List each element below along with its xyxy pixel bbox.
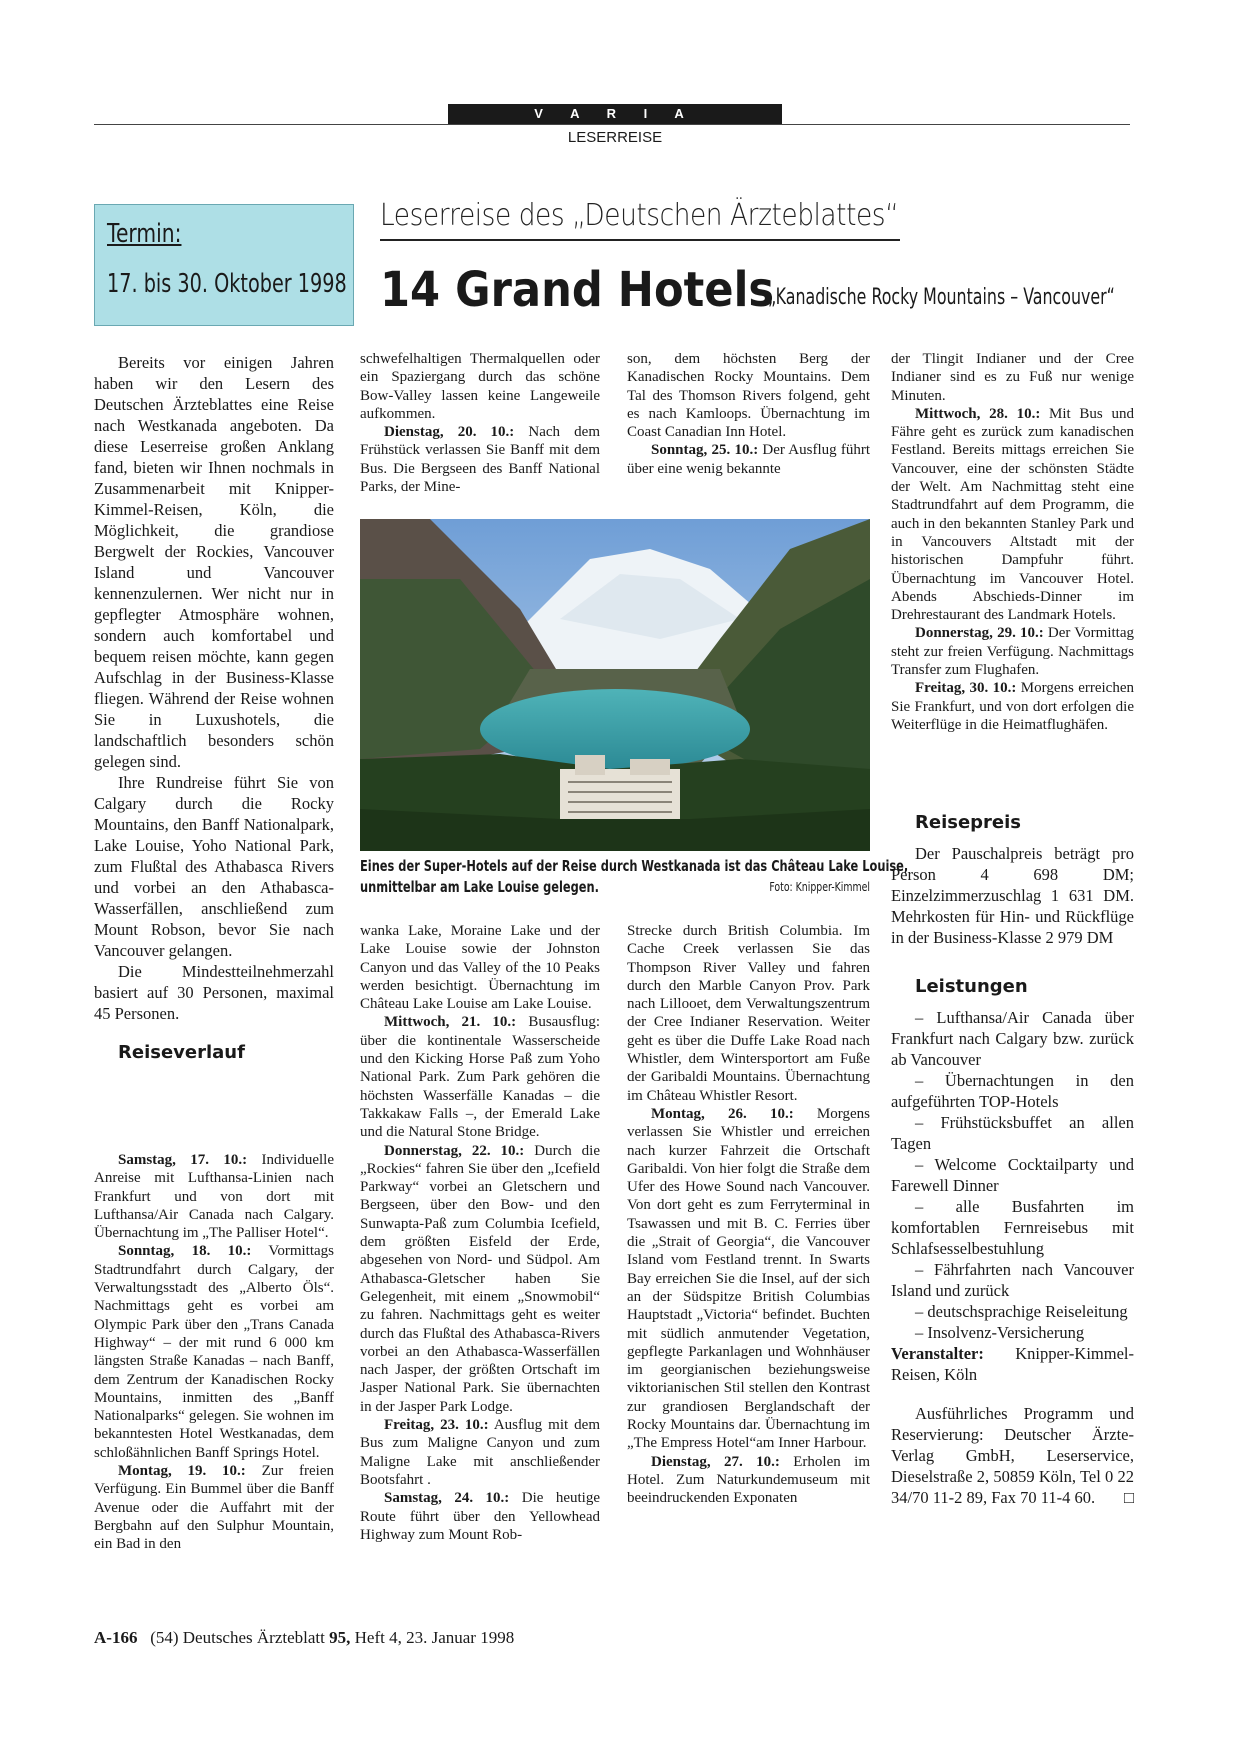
column-3-top: [627, 350, 870, 478]
hotel-lake-photo: [360, 519, 870, 851]
day-entry: [360, 1013, 600, 1141]
footer-source: (54) Deutsches Ärzteblatt: [150, 1628, 330, 1647]
day-entry: [627, 1453, 870, 1508]
service-item: – Welcome Cocktailparty und Farewell Dinner: [891, 1155, 1134, 1195]
day-entry: [94, 1462, 334, 1553]
footer-volume: 95,: [329, 1628, 351, 1647]
intro-paragraph-2: Ihre Rundreise führt Sie von Calgary durch die Rocky Mountains, den Banff Nationalpark, Lake Louise, Yoho National Park, zum Flußtal des Athabasca Rivers und vorbei an den Athabasca-Wasserfällen, anschließend zum Mount Robson, bevor Sie nach Vancouver gelangen.: [94, 773, 334, 960]
photo-credit: Foto: Knipper-Kimmel: [769, 880, 870, 894]
section-label: LESERREISE: [567, 129, 663, 146]
day-text: Morgens erreichen Sie Frankfurt, und von dort erfolgen die Weiterflüge in die Heimatflughäfen.: [891, 680, 1134, 733]
day-entry: [94, 1242, 334, 1462]
day-entry: [627, 1105, 870, 1453]
caption-line-1: Eines der Super-Hotels auf der Reise durch Westkanada ist das Château Lake Louise,: [360, 857, 909, 875]
termin-label: Termin:: [107, 219, 182, 249]
day-label: Mittwoch, 28. 10.:: [915, 405, 1041, 422]
article-subline: „Kanadische Rocky Mountains – Vancouver“: [768, 285, 1115, 310]
organizer-line: [891, 1343, 1134, 1385]
intro-paragraph-1: Bereits vor einigen Jahren haben wir den Lesern des Deutschen Ärzteblattes eine Reise nach Westkanada angeboten. Da diese Leserreise großen Anklang fand, bieten wir Ihnen nochmals in Zusammenarbeit mit Knipper-Kimmel-Reisen, Köln, die Möglichkeit, die grandiose Bergwelt der Rockies, Vancouver Island und Vancouver kennenzulernen. Wer nicht nur in gepflegter Atmosphäre wohnen, sondern auch komfortabel und bequem reisen möchte, kann gegen Aufschlag in der Business-Klasse fliegen. Während der Reise wohnen Sie in Luxushotels, die landschaftlich besonders schön gelegen sind.: [94, 353, 334, 771]
day-text: Nach dem Frühstück verlassen Sie Banff mit dem Bus. Die Bergseen des Banff National Parks, der Mine-: [360, 424, 600, 496]
contact-text: Ausführliches Programm und Reservierung: Deutscher Ärzte-Verlag GmbH, Leserservice, Dieselstraße 2, 50859 Köln, Tel 0 22 34/70 11-2 89, Fax 70 11-4 60.: [891, 1404, 1134, 1507]
heading-leistungen: Leistungen: [915, 976, 1028, 997]
service-item: – Fährfahrten nach Vancouver Island und zurück: [891, 1260, 1134, 1300]
page-number: A-166: [94, 1628, 138, 1647]
day-label: Dienstag, 20. 10.:: [384, 424, 515, 441]
article-headline: 14 Grand Hotels: [380, 262, 775, 318]
services-list: [891, 1007, 1134, 1343]
heading-reisepreis: Reisepreis: [915, 812, 1022, 833]
article-kicker: Leserreise des „Deutschen Ärzteblattes“: [380, 198, 899, 233]
day-text: Der Ausflug führt über eine wenig bekannte: [627, 442, 870, 477]
day-entry: [360, 1416, 600, 1489]
day-label: Donnerstag, 22. 10.:: [384, 1142, 525, 1159]
organizer-name: Knipper-Kimmel-Reisen, Köln: [891, 1344, 1134, 1384]
column-1-itinerary: [94, 1151, 334, 1554]
column-1: [94, 352, 334, 1073]
day-label: Montag, 19. 10.:: [118, 1463, 246, 1480]
column-2-top: [360, 350, 600, 496]
day-label: Samstag, 17. 10.:: [118, 1152, 248, 1168]
heading-reiseverlauf: Reiseverlauf: [118, 1042, 245, 1063]
end-mark: □: [1124, 1488, 1134, 1507]
header-rule: [94, 124, 1130, 125]
paragraph: wanka Lake, Moraine Lake und der Lake Louise sowie der Johnston Canyon und das Valley of the 10 Peaks werden besichtigt. Übernachtung im Château Lake Louise am Lake Louise.: [360, 923, 600, 1013]
service-item: – alle Busfahrten im komfortablen Fernreisebus mit Schlafsesselbestuhlung: [891, 1197, 1134, 1258]
service-item: – deutschsprachige Reiseleitung: [915, 1302, 1128, 1321]
day-entry: [891, 624, 1134, 679]
day-entry: [94, 1151, 334, 1242]
column-2-bottom: [360, 922, 600, 1544]
day-text: Vormittags Stadtrundfahrt durch Calgary, der Verwaltungsstadt des „Alberto Öls“. Nachmittags geht es vorbei am Olympic Park über den „Trans Canada Highway“ – der mit rund 6 000 km längsten Straße Kanadas – nach Banff, dem Zentrum der Kanadischen Rocky Mountains, inmitten des „Banff Nationalparks“ gelegen. Sie wohnen im bekanntesten Hotel Westkanadas, dem schloßähnlichen Banff Springs Hotel.: [94, 1243, 334, 1461]
day-entry: [627, 441, 870, 478]
day-label: Samstag, 24. 10.:: [384, 1490, 510, 1507]
termin-date: 17. bis 30. Oktober 1998: [107, 269, 347, 299]
section-bar-varia: V A R I A: [448, 104, 782, 124]
day-entry: [360, 1142, 600, 1416]
day-entry: [360, 423, 600, 496]
day-entry: [891, 405, 1134, 625]
column-4-top: [891, 350, 1134, 734]
day-label: Montag, 26. 10.:: [651, 1105, 794, 1122]
day-text: Mit Bus und Fähre geht es zurück zum kanadischen Festland. Bereits mittags erreichen Sie Vancouver, eine der schönsten Städte der Welt. Am Nachmittag steht eine Stadtrundfahrt auf dem Programm, die auch in den bekannten Stanley Park und in Vancouvers Altstadt mit der historischen Dampfuhr führt. Übernachtung im Vancouver Hotel. Abends Abschieds-Dinner im Drehrestaurant des Landmark Hotels.: [891, 405, 1134, 624]
column-3-bottom: [627, 922, 870, 1508]
page-footer: [94, 1628, 514, 1648]
service-item: – Lufthansa/Air Canada über Frankfurt nach Calgary bzw. zurück ab Vancouver: [891, 1008, 1134, 1069]
day-text: Ausflug mit dem Bus zum Maligne Canyon und zum Maligne Lake mit anschließender Bootsfahrt .: [360, 1417, 600, 1488]
service-item: – Frühstücksbuffet an allen Tagen: [891, 1113, 1134, 1153]
day-label: Dienstag, 27. 10.:: [651, 1453, 780, 1470]
termin-box: [94, 204, 354, 326]
paragraph: son, dem höchsten Berg der Kanadischen Rocky Mountains. Dem Tal des Thomson Rivers folgend, geht es nach Kamloops. Übernachtung im Coast Canadian Inn Hotel.: [627, 351, 870, 441]
paragraph: der Tlingit Indianer und der Cree Indianer sind es zu Fuß nur wenige Minuten.: [891, 351, 1134, 404]
paragraph: Strecke durch British Columbia. Im Cache Creek verlassen Sie das Thompson River Valley und fahren durch den Marble Canyon Prov. Park nach Lillooet, dem Verwaltungszentrum der Cree Indianer Reservation. Weiter geht es über die Duffe Lake Road nach Whistler, dem Wintersportort am Fuße der Garibaldi Mountains. Übernachtung im Château Whistler Resort.: [627, 923, 870, 1104]
service-item: – Insolvenz-Versicherung: [915, 1323, 1085, 1342]
day-entry: [360, 1489, 600, 1544]
organizer-label: Veranstalter:: [891, 1344, 984, 1363]
column-4-bottom: [891, 808, 1134, 1508]
photo-caption: [360, 856, 909, 898]
day-label: Sonntag, 18. 10.:: [118, 1243, 252, 1260]
kicker-rule: [380, 239, 900, 241]
intro-paragraph-3: Die Mindestteilnehmerzahl basiert auf 30 Personen, maximal 45 Personen.: [94, 962, 334, 1023]
day-label: Freitag, 23. 10.:: [384, 1417, 489, 1434]
day-label: Donnerstag, 29. 10.:: [915, 625, 1044, 642]
day-text: Individuelle Anreise mit Lufthansa-Linien nach Frankfurt und von dort mit Lufthansa/Air Canada nach Calgary. Übernachtung im „The Palliser Hotel“.: [94, 1152, 335, 1242]
day-text: Erholen im Hotel. Zum Naturkundemuseum mit beeindruckenden Exponaten: [627, 1453, 870, 1507]
lake-louise-illustration: [360, 519, 870, 851]
paragraph: schwefelhaltigen Thermalquellen oder ein Spaziergang durch das schöne Bow-Valley lassen keine Langeweile aufkommen.: [360, 351, 600, 422]
caption-line-2: unmittelbar am Lake Louise gelegen.: [360, 878, 599, 896]
day-text: Busausflug: über die kontinentale Wasserscheide und den Kicking Horse Paß zum Yoho National Park. Zum Park gehören die höchsten Wasserfälle Kanadas – die Takkakaw Falls –, der Emerald Lake und die Natural Stone Bridge.: [360, 1014, 600, 1141]
day-text: Der Vormittag steht zur freien Verfügung. Nachmittags Transfer zum Flughafen.: [891, 625, 1134, 679]
footer-issue: Heft 4, 23. Januar 1998: [350, 1628, 515, 1647]
day-text: Die heutige Route führt über den Yellowhead Highway zum Mount Rob-: [360, 1490, 601, 1543]
day-text: Durch die „Rockies“ fahren Sie über den „Icefield Parkway“ vorbei an Gletschern und Bergseen, über den Bow- und den Sunwapta-Paß zum Columbia Icefield, dem größten Eisfeld der Erde, abgesehen von Nord- und Südpol. Am Athabasca-Gletscher haben Sie Gelegenheit, mit einem „Snowmobil“ zu fahren. Nachmittags geht es weiter durch das Flußtal des Athabasca-Rivers vorbei an den Athabasca-Wasserfällen nach Jasper, der größten Ortschaft im Jasper National Park. Sie übernachten in der Jasper Park Lodge.: [360, 1142, 600, 1415]
day-label: Freitag, 30. 10.:: [915, 680, 1017, 697]
day-text: Zur freien Verfügung. Ein Bummel über die Banff Avenue oder die Auffahrt mit der Bergbahn auf den Sulphur Mountain, ein Bad in den: [94, 1463, 334, 1553]
day-label: Mittwoch, 21. 10.:: [384, 1014, 517, 1031]
day-label: Sonntag, 25. 10.:: [651, 442, 759, 459]
day-entry: [891, 679, 1134, 734]
day-text: Morgens verlassen Sie Whistler und erreichen nach kurzer Fahrzeit die Ortschaft Garibaldi. Von hier folgt die Straße dem Ufer des Howe Sound nach Vancouver. Von dort geht es zum Ferryterminal in Tsawassen und mit B. C. Ferries über die „Strait of Georgia“, die Vancouver Island vom Festland trennt. In Swarts Bay erreichen Sie die Insel, auf der sich an der Südspitze British Columbias Hauptstadt „Victoria“ befindet. Buchten mit südlich anmutender Vegetation, gepflegte Parkanlagen und Wohnhäuser im georgianischen beziehungsweise viktorianischen Stil stellen den Kontrast zur grandiosen Berglandschaft der Rocky Mountains dar. Übernachtung im „The Empress Hotel“am Inner Harbour.: [627, 1105, 870, 1452]
price-paragraph: Der Pauschalpreis beträgt pro Person 4 698 DM; Einzelzimmerzuschlag 1 631 DM. Mehrkosten für Hin- und Rückflüge in der Business-Klasse 2 979 DM: [891, 844, 1134, 947]
service-item: – Übernachtungen in den aufgeführten TOP-Hotels: [891, 1071, 1134, 1111]
contact-paragraph: [891, 1403, 1134, 1508]
